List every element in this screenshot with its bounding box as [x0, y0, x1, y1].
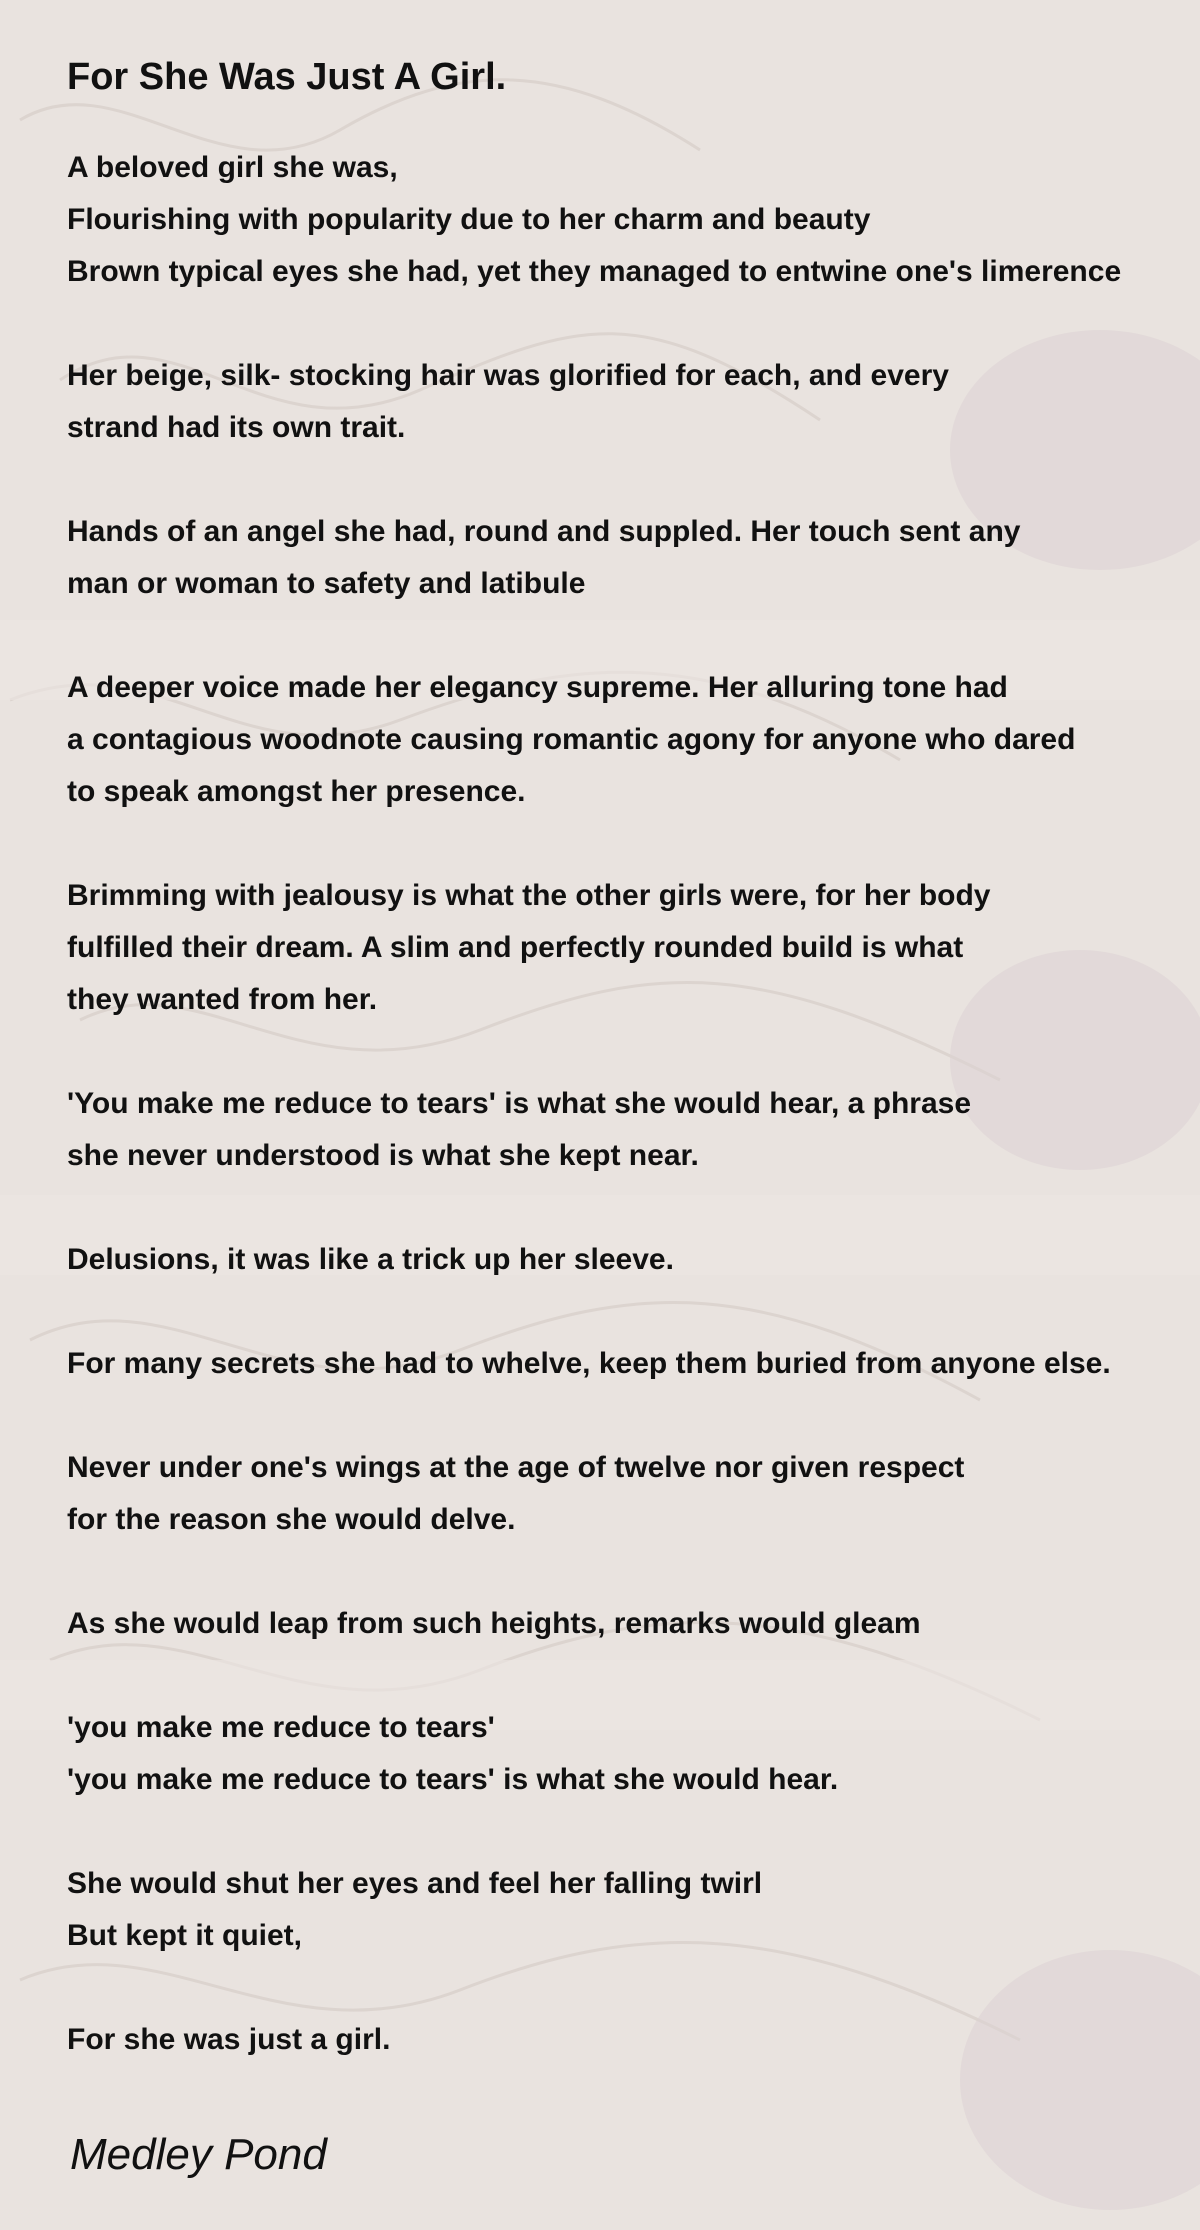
poem-line: Flourishing with popularity due to her charm and beauty: [67, 203, 871, 236]
poem-line: Delusions, it was like a trick up her sleeve.: [67, 1243, 674, 1276]
poem-line: a contagious woodnote causing romantic agony for anyone who dared: [67, 723, 1076, 756]
stanza-1: [67, 142, 1200, 298]
poem-author: Medley Pond: [70, 2130, 327, 2179]
stanza-9: [67, 1442, 1200, 1546]
stanza-12: [67, 1858, 1200, 1962]
poem-title: For She Was Just A Girl.: [67, 56, 507, 98]
poem-line: 'you make me reduce to tears' is what she would hear.: [67, 1763, 839, 1796]
poem-line: fulfilled their dream. A slim and perfectly rounded build is what: [67, 931, 964, 964]
poem-line: Never under one's wings at the age of twelve nor given respect: [67, 1451, 965, 1484]
poem-line: Hands of an angel she had, round and suppled. Her touch sent any: [67, 515, 1021, 548]
stanza-7: [67, 1234, 1200, 1286]
poem-line: A deeper voice made her elegancy supreme. Her alluring tone had: [67, 671, 1008, 704]
stanza-5: [67, 870, 1200, 1026]
poem-body: [67, 142, 1200, 2066]
poem-line: they wanted from her.: [67, 983, 378, 1016]
stanza-4: [67, 662, 1200, 818]
poem-line: to speak amongst her presence.: [67, 775, 526, 808]
poem-line: A beloved girl she was,: [67, 151, 398, 184]
poem-line: strand had its own trait.: [67, 411, 406, 444]
poem-line: man or woman to safety and latibule: [67, 567, 586, 600]
poem-line: Her beige, silk- stocking hair was glorified for each, and every: [67, 359, 949, 392]
poem-line: Brimming with jealousy is what the other girls were, for her body: [67, 879, 991, 912]
poem-line: 'you make me reduce to tears': [67, 1711, 495, 1744]
poem-line: for the reason she would delve.: [67, 1503, 516, 1536]
poem-line: she never understood is what she kept near.: [67, 1139, 699, 1172]
poem-line: She would shut her eyes and feel her falling twirl: [67, 1867, 763, 1900]
stanza-13: [67, 2014, 1200, 2066]
stanza-11: [67, 1702, 1200, 1806]
stanza-10: [67, 1598, 1200, 1650]
stanza-3: [67, 506, 1200, 610]
poem-line: As she would leap from such heights, remarks would gleam: [67, 1607, 921, 1640]
stanza-8: [67, 1338, 1200, 1390]
poem-line: Brown typical eyes she had, yet they managed to entwine one's limerence: [67, 255, 1122, 288]
poem-line: 'You make me reduce to tears' is what she would hear, a phrase: [67, 1087, 972, 1120]
stanza-6: [67, 1078, 1200, 1182]
stanza-2: [67, 350, 1200, 454]
poem-line: For many secrets she had to whelve, keep them buried from anyone else.: [67, 1347, 1111, 1380]
poem-line: For she was just a girl.: [67, 2023, 391, 2056]
poem-line: But kept it quiet,: [67, 1919, 302, 1952]
